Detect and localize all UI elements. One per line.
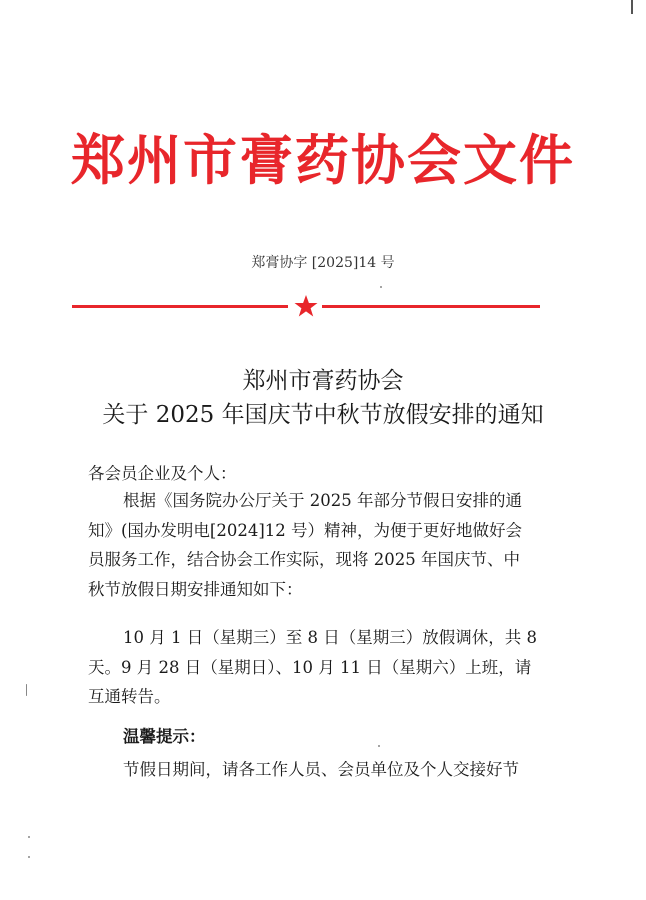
paragraph-line: 互通转告。 <box>88 687 171 706</box>
paragraph-line: 根据《国务院办公厅关于 2025 年部分节假日安排的通 <box>123 491 522 510</box>
paragraph-2 <box>88 623 558 712</box>
document-header-title: 郑州市膏药协会文件 <box>71 128 575 192</box>
salutation: 各会员企业及个人： <box>88 464 237 483</box>
paragraph-3 <box>88 755 558 785</box>
red-divider-right <box>322 305 540 308</box>
scan-speck <box>26 684 27 696</box>
scan-speck <box>28 856 30 858</box>
paragraph-1 <box>88 486 558 604</box>
paragraph-line: 节假日期间，请各工作人员、会员单位及个人交接好节 <box>123 760 519 779</box>
tips-label: 温馨提示： <box>123 727 206 746</box>
scan-speck <box>378 745 380 747</box>
paragraph-line: 秋节放假日期安排通知如下： <box>88 579 303 599</box>
document-number: 郑膏协字 [2025]14 号 <box>251 255 395 271</box>
red-divider-left <box>72 305 288 308</box>
red-star-icon <box>293 293 319 319</box>
notice-organization: 郑州市膏药协会 <box>242 368 404 394</box>
scan-speck <box>28 836 30 838</box>
scan-corner-mark <box>631 0 633 14</box>
paragraph-line: 知》(国办发明电[2024]12 号）精神，为便于更好地做好会 <box>88 520 523 540</box>
paragraph-line: 天。9 月 28 日（星期日）、10 月 11 日（星期六）上班，请 <box>88 657 532 677</box>
notice-subject: 关于 2025 年国庆节中秋节放假安排的通知 <box>102 402 544 428</box>
scan-speck <box>380 286 382 288</box>
paragraph-line: 10 月 1 日（星期三）至 8 日（星期三）放假调休，共 8 <box>123 628 537 647</box>
paragraph-line: 员服务工作，结合协会工作实际，现将 2025 年国庆节、中 <box>88 550 520 569</box>
